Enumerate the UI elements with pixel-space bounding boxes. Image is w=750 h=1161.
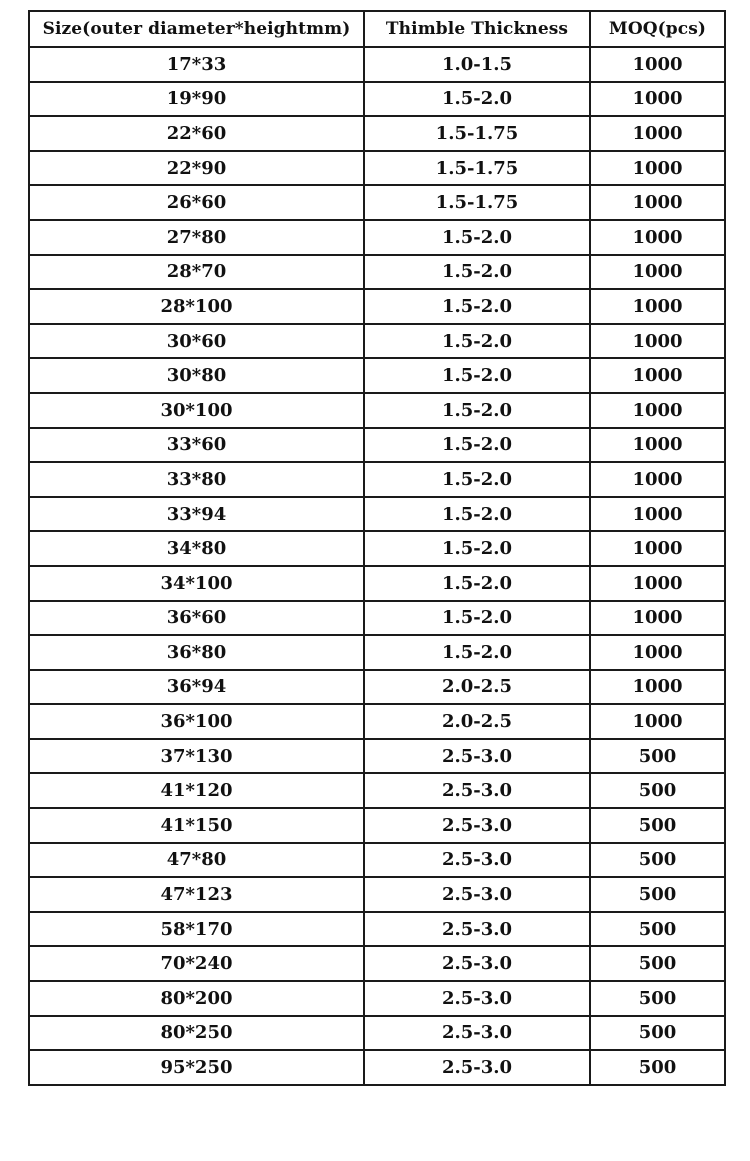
cell-size: 28*70 bbox=[29, 255, 364, 290]
cell-thimble-thickness: 1.5-2.0 bbox=[364, 220, 590, 255]
cell-thimble-thickness: 1.5-2.0 bbox=[364, 531, 590, 566]
table-row bbox=[29, 151, 725, 186]
cell-thimble-thickness: 1.5-2.0 bbox=[364, 289, 590, 324]
cell-thimble-thickness: 2.5-3.0 bbox=[364, 843, 590, 878]
cell-thimble-thickness: 1.5-1.75 bbox=[364, 116, 590, 151]
table-row bbox=[29, 877, 725, 912]
cell-moq: 1000 bbox=[590, 82, 725, 117]
table-row bbox=[29, 843, 725, 878]
cell-moq: 1000 bbox=[590, 670, 725, 705]
cell-moq: 500 bbox=[590, 843, 725, 878]
cell-size: 30*100 bbox=[29, 393, 364, 428]
cell-size: 34*80 bbox=[29, 531, 364, 566]
table-row bbox=[29, 531, 725, 566]
cell-moq: 1000 bbox=[590, 289, 725, 324]
table-row bbox=[29, 912, 725, 947]
cell-moq: 1000 bbox=[590, 324, 725, 359]
cell-moq: 1000 bbox=[590, 497, 725, 532]
cell-thimble-thickness: 2.5-3.0 bbox=[364, 981, 590, 1016]
table-row bbox=[29, 255, 725, 290]
cell-thimble-thickness: 2.5-3.0 bbox=[364, 912, 590, 947]
cell-thimble-thickness: 2.5-3.0 bbox=[364, 739, 590, 774]
cell-moq: 1000 bbox=[590, 635, 725, 670]
cell-moq: 1000 bbox=[590, 704, 725, 739]
cell-size: 30*60 bbox=[29, 324, 364, 359]
cell-thimble-thickness: 1.5-2.0 bbox=[364, 601, 590, 636]
header-moq: MOQ(pcs) bbox=[590, 11, 725, 47]
cell-size: 41*120 bbox=[29, 773, 364, 808]
table-row bbox=[29, 324, 725, 359]
cell-size: 36*60 bbox=[29, 601, 364, 636]
spec-table-container bbox=[28, 10, 724, 1086]
table-row bbox=[29, 1050, 725, 1085]
cell-size: 17*33 bbox=[29, 47, 364, 82]
cell-size: 47*80 bbox=[29, 843, 364, 878]
cell-thimble-thickness: 1.5-2.0 bbox=[364, 255, 590, 290]
table-row bbox=[29, 1016, 725, 1051]
cell-thimble-thickness: 2.5-3.0 bbox=[364, 1016, 590, 1051]
cell-thimble-thickness: 2.5-3.0 bbox=[364, 946, 590, 981]
cell-thimble-thickness: 2.5-3.0 bbox=[364, 1050, 590, 1085]
cell-moq: 1000 bbox=[590, 428, 725, 463]
header-size: Size(outer diameter*heightmm) bbox=[29, 11, 364, 47]
table-row bbox=[29, 462, 725, 497]
cell-size: 36*94 bbox=[29, 670, 364, 705]
cell-moq: 500 bbox=[590, 773, 725, 808]
cell-size: 37*130 bbox=[29, 739, 364, 774]
cell-size: 58*170 bbox=[29, 912, 364, 947]
cell-moq: 1000 bbox=[590, 116, 725, 151]
table-row bbox=[29, 704, 725, 739]
cell-size: 70*240 bbox=[29, 946, 364, 981]
cell-size: 33*60 bbox=[29, 428, 364, 463]
cell-size: 80*200 bbox=[29, 981, 364, 1016]
cell-moq: 1000 bbox=[590, 393, 725, 428]
table-row bbox=[29, 635, 725, 670]
cell-size: 33*80 bbox=[29, 462, 364, 497]
cell-thimble-thickness: 1.5-2.0 bbox=[364, 324, 590, 359]
table-row bbox=[29, 393, 725, 428]
cell-moq: 500 bbox=[590, 912, 725, 947]
cell-moq: 1000 bbox=[590, 47, 725, 82]
cell-thimble-thickness: 1.5-2.0 bbox=[364, 428, 590, 463]
cell-moq: 500 bbox=[590, 1016, 725, 1051]
cell-size: 27*80 bbox=[29, 220, 364, 255]
cell-thimble-thickness: 1.5-2.0 bbox=[364, 358, 590, 393]
cell-size: 19*90 bbox=[29, 82, 364, 117]
cell-thimble-thickness: 1.5-2.0 bbox=[364, 462, 590, 497]
table-row bbox=[29, 946, 725, 981]
cell-thimble-thickness: 1.5-1.75 bbox=[364, 151, 590, 186]
header-thimble-thickness: Thimble Thickness bbox=[364, 11, 590, 47]
cell-thimble-thickness: 2.0-2.5 bbox=[364, 670, 590, 705]
table-row bbox=[29, 358, 725, 393]
cell-moq: 1000 bbox=[590, 255, 725, 290]
table-row bbox=[29, 185, 725, 220]
cell-size: 28*100 bbox=[29, 289, 364, 324]
table-row bbox=[29, 773, 725, 808]
cell-thimble-thickness: 2.5-3.0 bbox=[364, 877, 590, 912]
cell-thimble-thickness: 1.5-2.0 bbox=[364, 393, 590, 428]
cell-moq: 1000 bbox=[590, 185, 725, 220]
table-row bbox=[29, 116, 725, 151]
cell-moq: 500 bbox=[590, 981, 725, 1016]
table-row bbox=[29, 47, 725, 82]
cell-thimble-thickness: 1.5-1.75 bbox=[364, 185, 590, 220]
cell-size: 22*90 bbox=[29, 151, 364, 186]
cell-thimble-thickness: 1.5-2.0 bbox=[364, 635, 590, 670]
table-row bbox=[29, 82, 725, 117]
header-row bbox=[29, 11, 725, 47]
cell-moq: 500 bbox=[590, 1050, 725, 1085]
cell-moq: 500 bbox=[590, 877, 725, 912]
table-row bbox=[29, 808, 725, 843]
table-row bbox=[29, 566, 725, 601]
table-body bbox=[29, 47, 725, 1085]
cell-thimble-thickness: 2.5-3.0 bbox=[364, 808, 590, 843]
cell-thimble-thickness: 1.0-1.5 bbox=[364, 47, 590, 82]
table-row bbox=[29, 601, 725, 636]
table-row bbox=[29, 428, 725, 463]
spec-table bbox=[28, 10, 726, 1086]
cell-size: 36*80 bbox=[29, 635, 364, 670]
cell-thimble-thickness: 2.5-3.0 bbox=[364, 773, 590, 808]
cell-moq: 500 bbox=[590, 739, 725, 774]
cell-size: 41*150 bbox=[29, 808, 364, 843]
table-row bbox=[29, 289, 725, 324]
cell-size: 47*123 bbox=[29, 877, 364, 912]
cell-size: 30*80 bbox=[29, 358, 364, 393]
table-row bbox=[29, 981, 725, 1016]
cell-moq: 1000 bbox=[590, 462, 725, 497]
cell-size: 36*100 bbox=[29, 704, 364, 739]
cell-moq: 500 bbox=[590, 946, 725, 981]
table-row bbox=[29, 220, 725, 255]
cell-size: 34*100 bbox=[29, 566, 364, 601]
cell-moq: 1000 bbox=[590, 566, 725, 601]
cell-size: 95*250 bbox=[29, 1050, 364, 1085]
cell-thimble-thickness: 1.5-2.0 bbox=[364, 497, 590, 532]
cell-size: 80*250 bbox=[29, 1016, 364, 1051]
cell-size: 33*94 bbox=[29, 497, 364, 532]
cell-moq: 1000 bbox=[590, 601, 725, 636]
cell-thimble-thickness: 2.0-2.5 bbox=[364, 704, 590, 739]
cell-thimble-thickness: 1.5-2.0 bbox=[364, 82, 590, 117]
cell-moq: 1000 bbox=[590, 531, 725, 566]
cell-moq: 1000 bbox=[590, 151, 725, 186]
cell-moq: 1000 bbox=[590, 220, 725, 255]
cell-moq: 500 bbox=[590, 808, 725, 843]
table-row bbox=[29, 497, 725, 532]
cell-size: 26*60 bbox=[29, 185, 364, 220]
table-row bbox=[29, 739, 725, 774]
cell-size: 22*60 bbox=[29, 116, 364, 151]
table-header bbox=[29, 11, 725, 47]
table-row bbox=[29, 670, 725, 705]
cell-moq: 1000 bbox=[590, 358, 725, 393]
cell-thimble-thickness: 1.5-2.0 bbox=[364, 566, 590, 601]
